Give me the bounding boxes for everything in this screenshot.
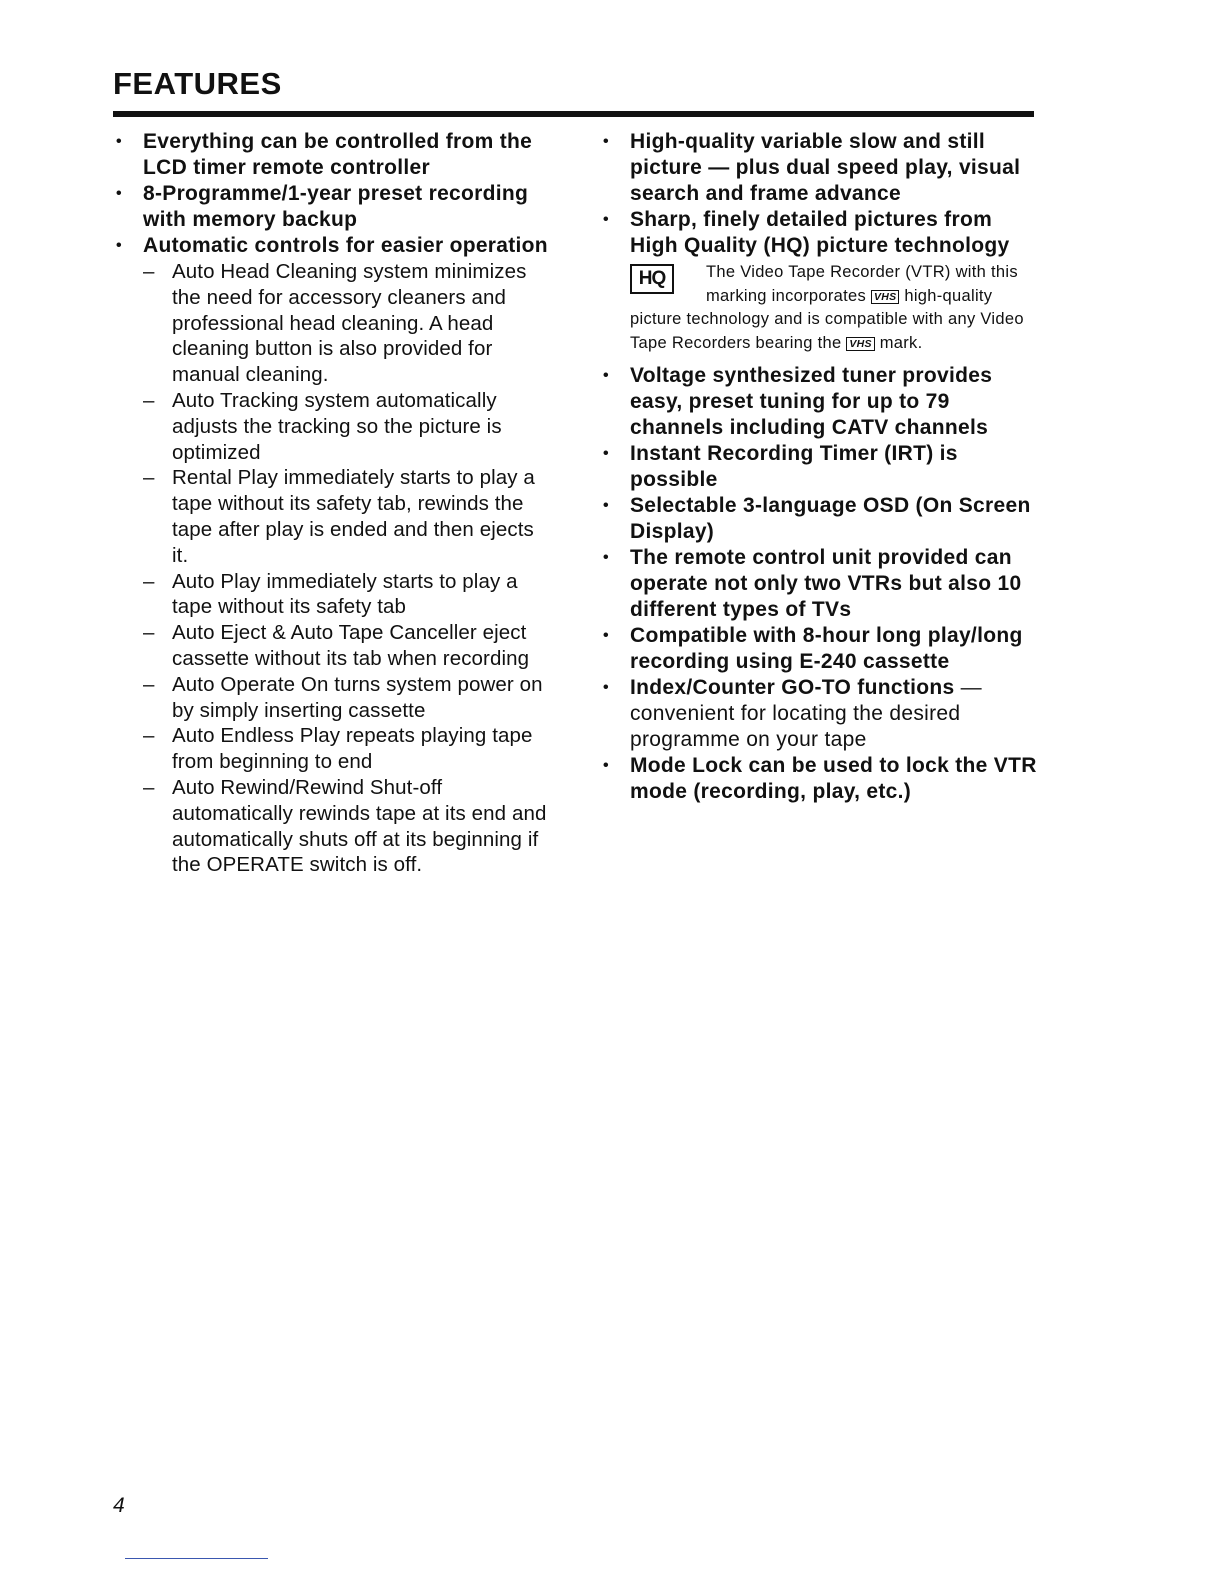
feature-item: [600, 623, 1040, 675]
bullet-icon: •: [603, 497, 609, 514]
bullet-icon: •: [603, 679, 609, 696]
feature-text: Instant Recording Timer (IRT) is possible: [630, 442, 958, 491]
sub-item: [113, 775, 553, 878]
bullet-icon: •: [116, 185, 122, 202]
hq-note-text-2: high-quality picture technology and is compatible with any Video Tape Recorders bearing the: [630, 286, 1024, 352]
feature-text: The remote control unit provided can operate not only two VTRs but also 10 different types of TVs: [630, 546, 1022, 621]
feature-item: [600, 753, 1040, 805]
dash-icon: –: [143, 569, 155, 593]
feature-text: Voltage synthesized tuner provides easy, preset tuning for up to 79 channels including CATV channels: [630, 364, 993, 439]
feature-text: Index/Counter GO-TO functions: [630, 676, 955, 699]
bullet-icon: •: [116, 133, 122, 150]
feature-text: Mode Lock can be used to lock the VTR mode (recording, play, etc.): [630, 754, 1037, 803]
vhs-logo-icon: VHS: [871, 290, 900, 304]
auto-controls-sublist: [113, 259, 553, 878]
sub-item: [113, 672, 553, 724]
sub-item-text: Auto Rewind/Rewind Shut-off automatically rewinds tape at its end and automatically shuts off at its beginning if the OPERATE switch is off.: [172, 775, 547, 877]
feature-item: [600, 545, 1040, 623]
dash-icon: –: [143, 724, 155, 748]
feature-text: Selectable 3-language OSD (On Screen Display): [630, 494, 1031, 543]
feature-item: [113, 233, 553, 259]
feature-item: [600, 207, 1040, 355]
bullet-icon: •: [116, 237, 122, 254]
sub-item: [113, 465, 553, 568]
sub-item: [113, 259, 553, 388]
sub-item-text: Auto Endless Play repeats playing tape from beginning to end: [172, 724, 533, 774]
feature-item: [600, 675, 1040, 753]
sub-item: [113, 620, 553, 672]
sub-item-text: Auto Play immediately starts to play a tape without its safety tab: [172, 569, 518, 619]
vhs-logo-icon: VHS: [846, 337, 875, 351]
hq-note-text-3: mark.: [879, 333, 923, 352]
hq-note: [630, 261, 1040, 355]
dash-icon: –: [143, 260, 155, 283]
dash-icon: –: [143, 621, 155, 645]
bullet-icon: •: [603, 627, 609, 644]
feature-item: [113, 129, 553, 181]
bullet-icon: •: [603, 367, 609, 384]
dash-icon: –: [143, 388, 155, 412]
bullet-icon: •: [603, 757, 609, 774]
dash-icon: –: [143, 775, 155, 799]
sub-item: [113, 388, 553, 465]
page-number: 4: [113, 1494, 125, 1517]
feature-item: [113, 181, 553, 233]
feature-text: 8-Programme/1-year preset recording with memory backup: [143, 182, 529, 231]
feature-text-tail: — convenient for locating the desired programme on your tape: [630, 676, 982, 751]
bullet-icon: •: [603, 445, 609, 462]
features-right-column: [600, 129, 1040, 805]
sub-item-text: Auto Eject & Auto Tape Canceller eject cassette without its tab when recording: [172, 621, 530, 670]
footer-rule: [125, 1558, 268, 1559]
feature-item: [600, 129, 1040, 207]
sub-item: [113, 723, 553, 775]
feature-item: [600, 363, 1040, 441]
title-rule: [113, 111, 1034, 117]
feature-item: [600, 441, 1040, 493]
page-title: FEATURES: [113, 66, 282, 101]
feature-text: Compatible with 8-hour long play/long recording using E-240 cassette: [630, 624, 1023, 673]
hq-logo-icon: HQ: [630, 264, 674, 294]
sub-item-text: Auto Operate On turns system power on by simply inserting cassette: [172, 672, 543, 722]
bullet-icon: •: [603, 133, 609, 150]
feature-item: [600, 493, 1040, 545]
dash-icon: –: [143, 466, 155, 490]
dash-icon: –: [143, 672, 155, 696]
bullet-icon: •: [603, 211, 609, 228]
feature-text: High-quality variable slow and still picture — plus dual speed play, visual search and frame advance: [630, 130, 1021, 205]
sub-item-text: Auto Tracking system automatically adjusts the tracking so the picture is optimized: [172, 388, 502, 464]
features-left-column: [113, 129, 553, 878]
sub-item: [113, 569, 553, 621]
feature-text: Everything can be controlled from the LCD timer remote controller: [143, 130, 533, 179]
feature-text: Sharp, finely detailed pictures from High Quality (HQ) picture technology: [630, 208, 1010, 257]
sub-item-text: Rental Play immediately starts to play a tape without its safety tab, rewinds the tape after play is ended and then ejects it.: [172, 466, 535, 567]
hq-note-text-1: The Video Tape Recorder (VTR) with this marking incorporates: [706, 263, 1018, 305]
sub-item-text: Auto Head Cleaning system minimizes the need for accessory cleaners and professional head cleaning. A head cleaning button is also provided for manual cleaning.: [172, 260, 527, 387]
bullet-icon: •: [603, 549, 609, 566]
feature-text: Automatic controls for easier operation: [143, 234, 548, 257]
